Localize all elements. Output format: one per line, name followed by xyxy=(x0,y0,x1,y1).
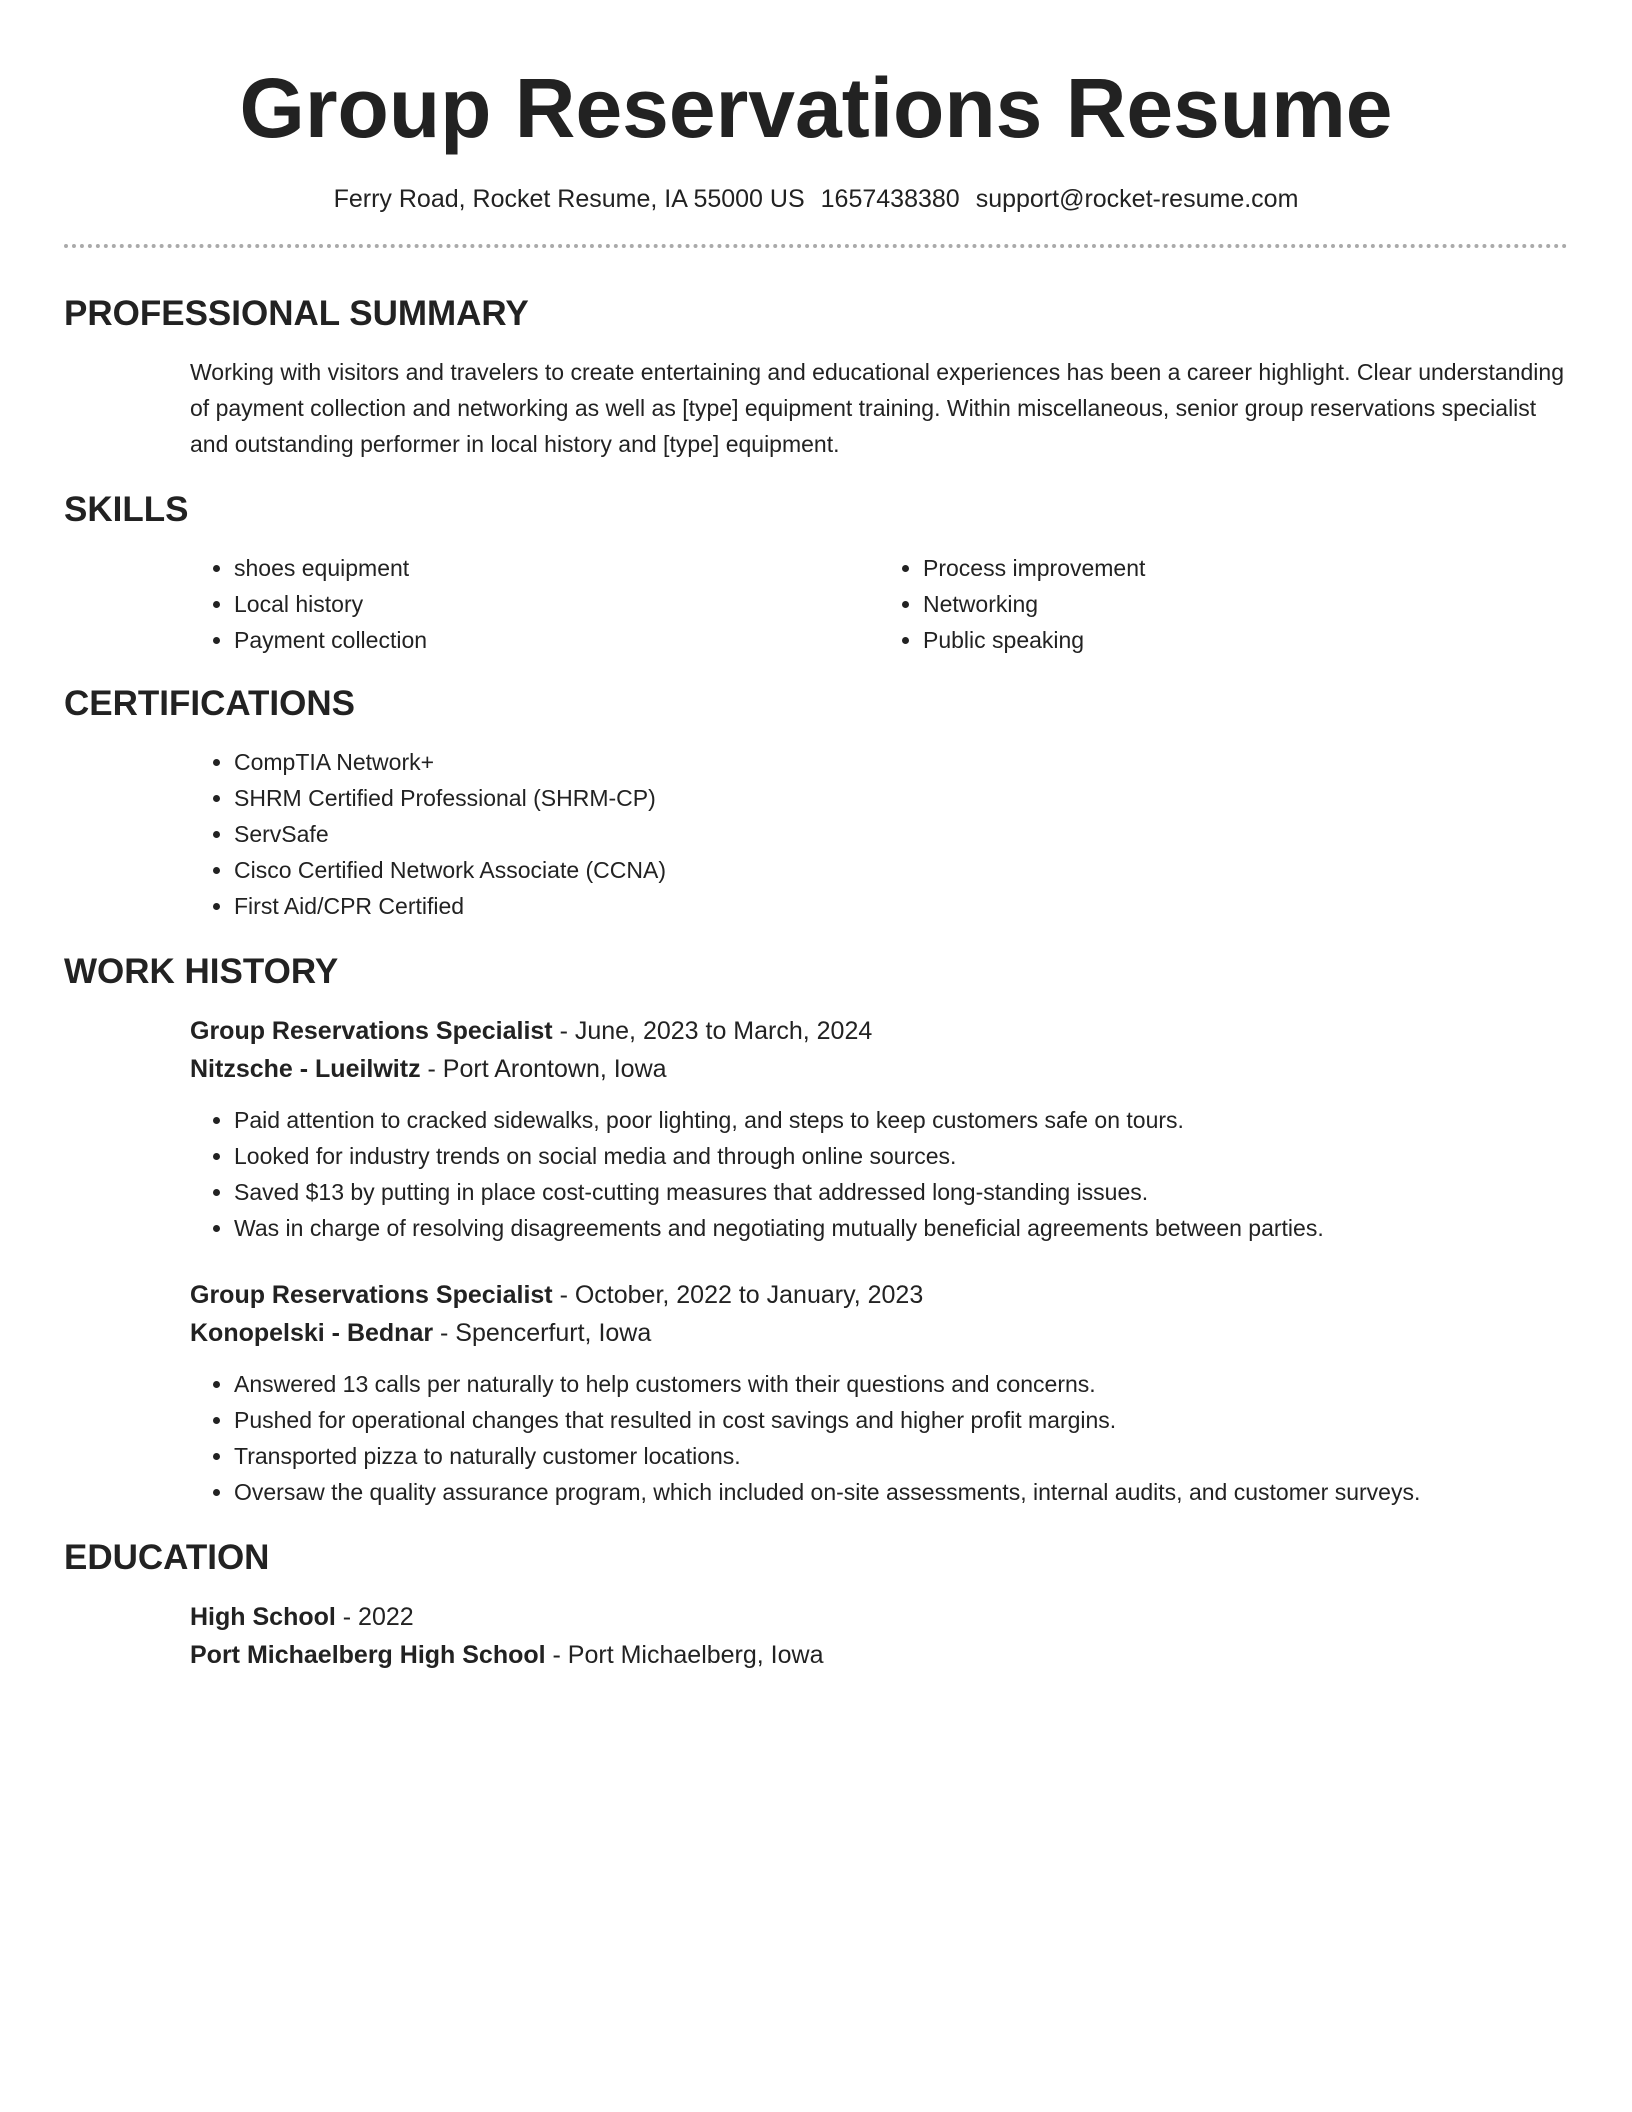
job-bullet: • Answered 13 calls per naturally to help customers with their questions and concerns. xyxy=(234,1366,1568,1402)
skills-section xyxy=(64,488,1568,658)
education-year: - 2022 xyxy=(335,1603,414,1631)
job-location: - Port Arontown, Iowa xyxy=(420,1055,667,1083)
contact-address: Ferry Road, Rocket Resume, IA 55000 US xyxy=(333,185,805,213)
job-location: - Spencerfurt, Iowa xyxy=(433,1319,652,1347)
job-dates: - October, 2022 to January, 2023 xyxy=(552,1281,924,1309)
skills-list-right xyxy=(879,550,1568,658)
certifications-list xyxy=(190,744,1568,924)
job-bullet: • Was in charge of resolving disagreements and negotiating mutually beneficial agreements between parties. xyxy=(234,1210,1568,1246)
contact-email: support@rocket-resume.com xyxy=(975,185,1299,213)
job-title-line xyxy=(190,1012,1568,1050)
education-school-line xyxy=(190,1636,1568,1674)
job-role: Group Reservations Specialist xyxy=(190,1017,553,1045)
certification-item: • CompTIA Network+ xyxy=(234,744,1568,780)
summary-body xyxy=(190,354,1568,462)
skills-grid xyxy=(190,550,1568,658)
job-dates: - June, 2023 to March, 2024 xyxy=(552,1017,873,1045)
education-location: - Port Michaelberg, Iowa xyxy=(545,1641,824,1669)
resume-page xyxy=(64,0,1568,1674)
job-bullets xyxy=(190,1102,1568,1246)
skill-item: • Payment collection xyxy=(234,622,879,658)
contact-line xyxy=(64,182,1568,216)
job-bullets xyxy=(190,1366,1568,1510)
section-title-summary: PROFESSIONAL SUMMARY xyxy=(64,294,529,333)
job-bullet: • Transported pizza to naturally customer locations. xyxy=(234,1438,1568,1474)
job-bullet: • Saved $13 by putting in place cost-cutting measures that addressed long-standing issues. xyxy=(234,1174,1568,1210)
education-degree: High School xyxy=(190,1603,336,1631)
job-company-line xyxy=(190,1314,1568,1352)
job-entry xyxy=(190,1012,1568,1246)
job-company: Konopelski - Bednar xyxy=(190,1319,434,1347)
job-bullet: • Looked for industry trends on social media and through online sources. xyxy=(234,1138,1568,1174)
header-divider xyxy=(64,244,1568,248)
skill-item: • shoes equipment xyxy=(234,550,879,586)
certifications-section xyxy=(64,682,1568,924)
work-history-section xyxy=(64,950,1568,1510)
job-entry xyxy=(190,1276,1568,1510)
education-school: Port Michaelberg High School xyxy=(190,1641,546,1669)
job-bullet: • Pushed for operational changes that resulted in cost savings and higher profit margins. xyxy=(234,1402,1568,1438)
job-role: Group Reservations Specialist xyxy=(190,1281,553,1309)
summary-text: Working with visitors and travelers to create entertaining and educational experiences has been a career highlight. Clear understanding of payment collection and networking as well as [type] equipment training. Within miscellaneous, senior group reservations specialist and outstanding performer in local history and [type] equipment. xyxy=(190,359,1564,457)
section-title-skills: SKILLS xyxy=(64,490,189,529)
section-title-certifications: CERTIFICATIONS xyxy=(64,684,356,723)
job-company: Nitzsche - Lueilwitz xyxy=(190,1055,421,1083)
certification-item: • ServSafe xyxy=(234,816,1568,852)
skill-item: • Local history xyxy=(234,586,879,622)
skill-item: • Networking xyxy=(923,586,1568,622)
job-bullet: • Oversaw the quality assurance program, which included on-site assessments, internal audits, and customer surveys. xyxy=(234,1474,1568,1510)
education-degree-line xyxy=(190,1598,1568,1636)
skill-item: • Public speaking xyxy=(923,622,1568,658)
certification-item: • Cisco Certified Network Associate (CCNA) xyxy=(234,852,1568,888)
contact-phone: 1657438380 xyxy=(820,185,960,213)
summary-section xyxy=(64,292,1568,462)
education-entry xyxy=(190,1598,1568,1674)
resume-title: Group Reservations Resume xyxy=(239,61,1393,155)
job-title-line xyxy=(190,1276,1568,1314)
certifications-body xyxy=(190,744,1568,924)
education-section xyxy=(64,1536,1568,1674)
certification-item: • SHRM Certified Professional (SHRM-CP) xyxy=(234,780,1568,816)
job-bullet: • Paid attention to cracked sidewalks, poor lighting, and steps to keep customers safe on tours. xyxy=(234,1102,1568,1138)
skills-list-left xyxy=(190,550,879,658)
certification-item: • First Aid/CPR Certified xyxy=(234,888,1568,924)
job-company-line xyxy=(190,1050,1568,1088)
skill-item: • Process improvement xyxy=(923,550,1568,586)
section-title-education: EDUCATION xyxy=(64,1538,270,1577)
section-title-work-history: WORK HISTORY xyxy=(64,952,339,991)
